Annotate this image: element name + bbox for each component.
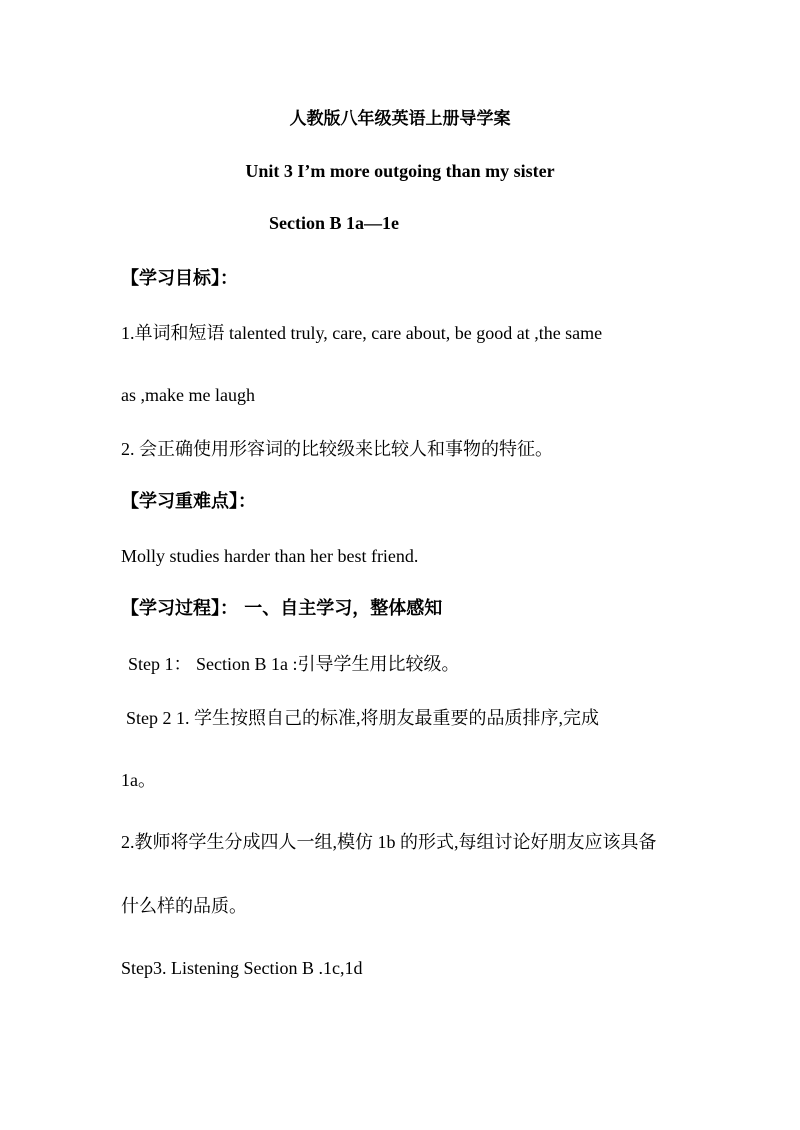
goal-item-1-line-2: as ,make me laugh bbox=[121, 385, 255, 405]
goal-item-2: 2. 会正确使用形容词的比较级来比较人和事物的特征。 bbox=[121, 439, 553, 459]
section-title: Section B 1a—1e bbox=[269, 213, 399, 233]
document-title-chinese: 人教版八年级英语上册导学案 bbox=[289, 109, 511, 129]
goal-item-1-line-1: 1.单词和短语 talented truly, care, care about, be good at ,the same bbox=[121, 323, 603, 343]
step-2-item-2-line-2: 什么样的品质。 bbox=[121, 896, 247, 916]
step-2-line-2: 1a。 bbox=[121, 770, 156, 790]
step-1: Step 1： Section B 1a :引导学生用比较级。 bbox=[128, 654, 460, 674]
unit-title: Unit 3 I’m more outgoing than my sister bbox=[245, 161, 555, 181]
learning-process-heading: 【学习过程】： 一、自主学习，整体感知 bbox=[121, 598, 443, 619]
learning-goals-heading: 【学习目标】： bbox=[121, 268, 238, 289]
step-2-line-1: Step 2 1. 学生按照自己的标准,将朋友最重要的品质排序,完成 bbox=[126, 708, 599, 728]
key-sentence: Molly studies harder than her best friend. bbox=[121, 546, 419, 566]
step-2-item-2-line-1: 2.教师将学生分成四人一组,模仿 1b 的形式,每组讨论好朋友应该具备 bbox=[121, 832, 657, 852]
step-3: Step3. Listening Section B .1c,1d bbox=[121, 958, 363, 978]
key-points-heading: 【学习重难点】： bbox=[121, 491, 256, 512]
